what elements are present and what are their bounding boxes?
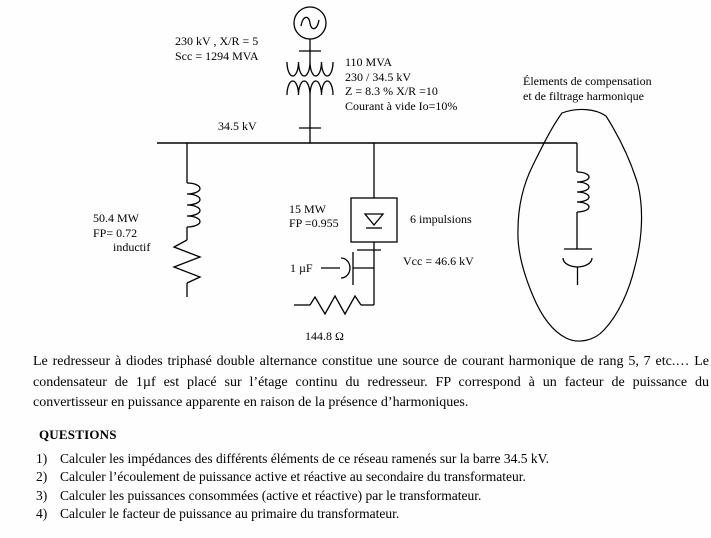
compensation-label-line2: et de filtrage harmonique [523,89,644,103]
dc-voltage-label: Vcc = 46.6 kV [403,254,474,268]
converter-power-line2: FP =0.955 [289,216,339,230]
pulses-label: 6 impulsions [410,212,472,226]
converter-power-label [289,202,339,230]
transformer-label-line4: Courant à vide Io=10% [345,98,458,113]
questions-title: QUESTIONS [39,427,117,442]
resistor-value-label: 144.8 Ω [305,329,344,343]
inductor-icon [187,183,200,227]
filter-inductor-icon [577,172,589,212]
transformer-label-line1: 110 MVA [345,55,393,69]
compensation-label [523,74,652,104]
question-text: Calculer les impédances des différents éléments de ce réseau ramenés sur la barre 34.5 kV. [60,451,550,466]
load-branch [174,143,200,297]
load-label-line2: FP= 0.72 [93,225,138,240]
ac-source-icon [294,7,326,62]
converter-box [351,198,397,242]
source-label [175,34,259,63]
question-number: 3) [36,487,48,503]
converter-power-line1: 15 MW [289,202,326,216]
load-label [93,211,150,255]
transformer-label-line3: Z = 8.3 % X/R =10 [345,84,438,99]
transformer-icon [287,62,333,143]
question-text: Calculer le facteur de puissance au primaire du transformateur. [60,506,400,522]
source-label-line1: 230 kV , X/R = 5 [175,34,259,48]
question-item [36,468,706,486]
question-text: Calculer les puissances consommées (active et réactive) par le transformateur. [60,487,482,503]
transformer-label-line2: 230 / 34.5 kV [345,69,411,84]
compensation-label-line1: Élements de compensation [523,74,652,88]
load-label-line3: inductif [113,240,151,254]
load-label-line1: 50.4 MW [93,211,139,225]
source-label-line2: Scc = 1294 MVA [175,48,259,63]
compensation-blob-outline [518,109,642,341]
diode-icon [365,214,383,228]
question-text: Calculer l’écoulement de puissance active et réactive au secondaire du transformateur. [60,469,526,485]
filter-branch [563,143,592,285]
description-paragraph: Le redresseur à diodes triphasé double alternance constitue une source de courant harmonique de rang 5, 7 etc.… Le condensateur de 1µf est placé sur l’étage continu du redresseur. FP correspond à un facteur de puissance du convertisseur en puissance apparente en raison de la présence d’harmoniques. [33,354,709,411]
question-item [36,487,706,505]
resistor-icon [174,240,200,283]
filter-capacitor-icon [563,249,592,285]
transformer-label [345,55,457,113]
question-item [36,505,706,523]
question-number: 4) [36,506,48,522]
capacitor-value-label: 1 µF [290,261,313,275]
question-number: 2) [36,469,48,485]
dc-capacitor-icon [321,252,374,285]
question-item [36,450,706,468]
questions-list [36,450,706,524]
bus-voltage-label: 34.5 kV [218,119,257,133]
dc-resistor-icon [294,296,374,314]
question-number: 1) [36,451,48,466]
